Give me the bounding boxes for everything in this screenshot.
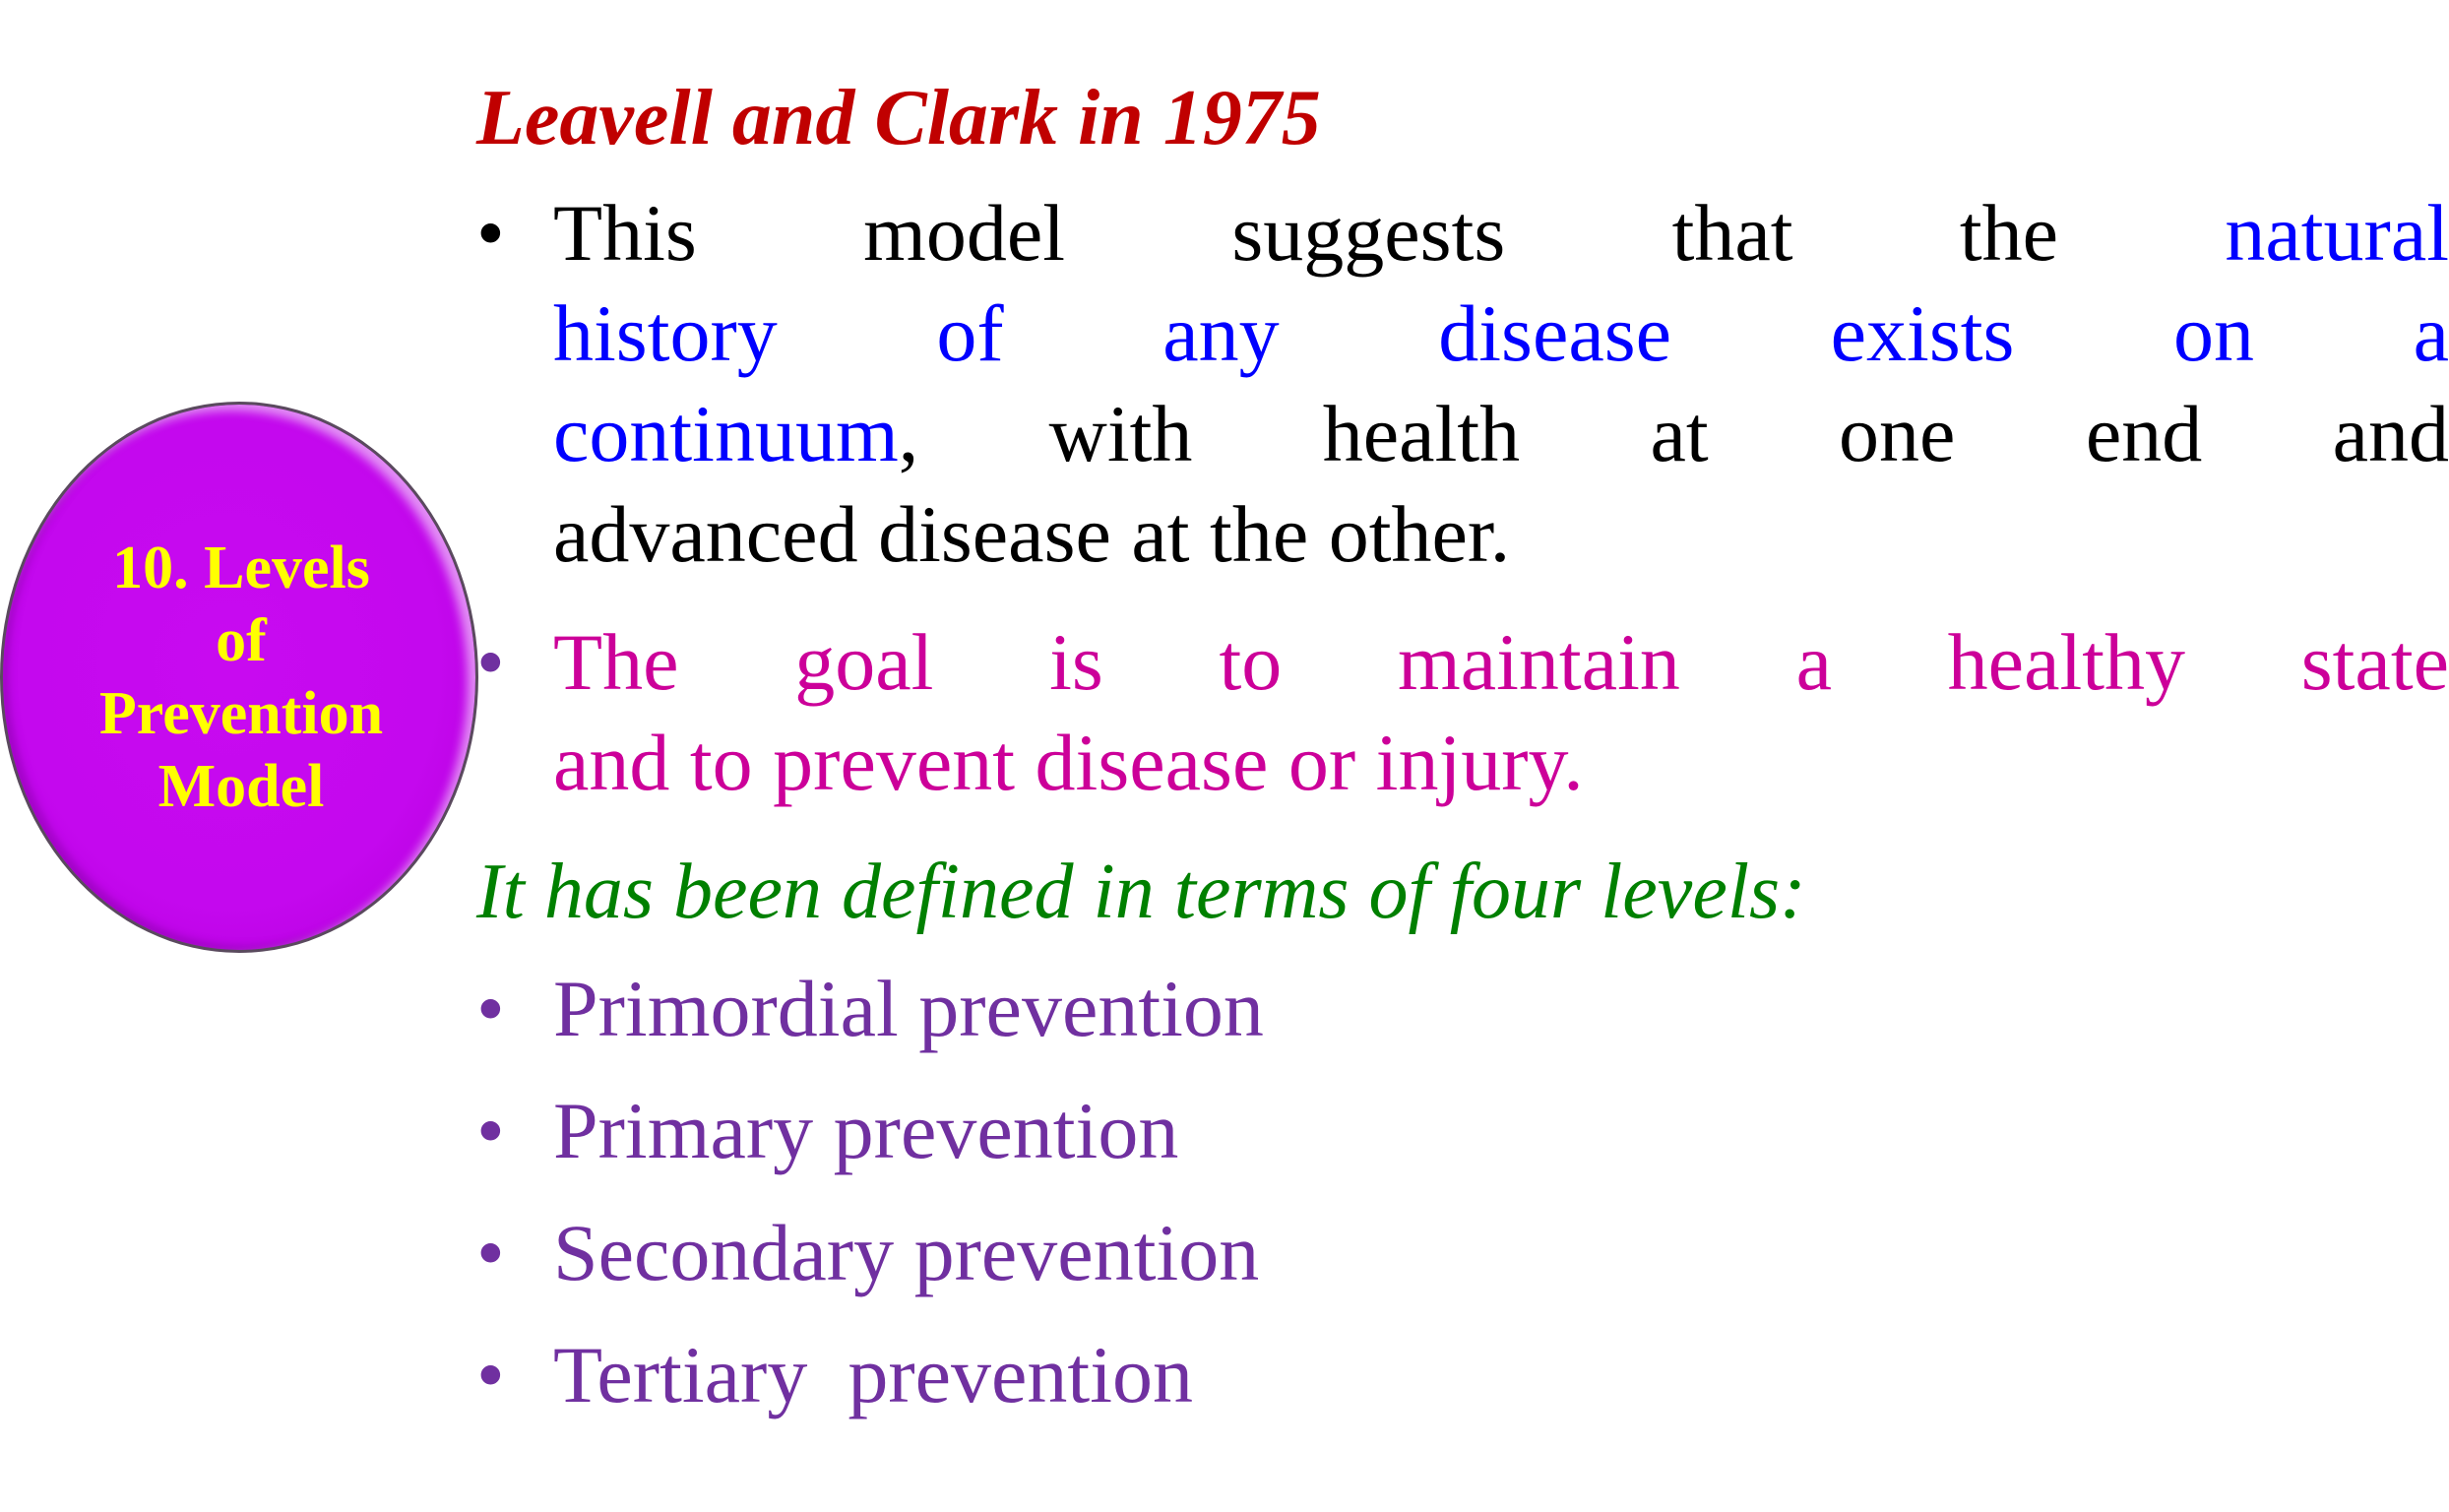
bullet-icon: • — [476, 617, 505, 707]
badge-line-4: Model — [157, 753, 325, 820]
bullet-line: The goal is to maintain a healthy state — [553, 617, 2449, 707]
level-label: Tertiary prevention — [553, 1330, 1193, 1419]
bullet-line: advanced disease at the other. — [553, 489, 1511, 579]
bullet-icon: • — [476, 188, 505, 278]
bullet-text — [553, 183, 2449, 585]
text-span: This model suggests that the — [553, 188, 2226, 278]
text-span: , with health at one end and — [898, 389, 2449, 478]
badge-line-1: 10. Levels — [112, 535, 370, 601]
bullet-icon: • — [476, 1330, 505, 1419]
badge-line-2: of — [216, 607, 267, 674]
bullet-icon: • — [476, 964, 505, 1053]
highlight-span: natural — [2225, 188, 2449, 278]
bullet-line — [553, 384, 2449, 484]
bullet-line: history of any disease exists on a — [553, 288, 2449, 378]
badge-line-3: Prevention — [98, 680, 384, 747]
bullet-line — [553, 183, 2449, 284]
highlight-span: continuum — [553, 389, 899, 478]
level-label: Secondary prevention — [553, 1208, 1260, 1297]
level-label: Primordial prevention — [553, 964, 1264, 1053]
bullet-icon: • — [476, 1208, 505, 1297]
bullet-line: and to prevent disease or injury. — [553, 718, 1584, 807]
level-label: Primary prevention — [553, 1086, 1179, 1175]
topic-badge-label — [59, 532, 423, 823]
slide-title: Leavell and Clark in 1975 — [476, 75, 1321, 161]
levels-subheading: It has been defined in terms of four levels: — [476, 849, 1806, 935]
bullet-icon: • — [476, 1086, 505, 1175]
bullet-text — [553, 612, 2449, 813]
